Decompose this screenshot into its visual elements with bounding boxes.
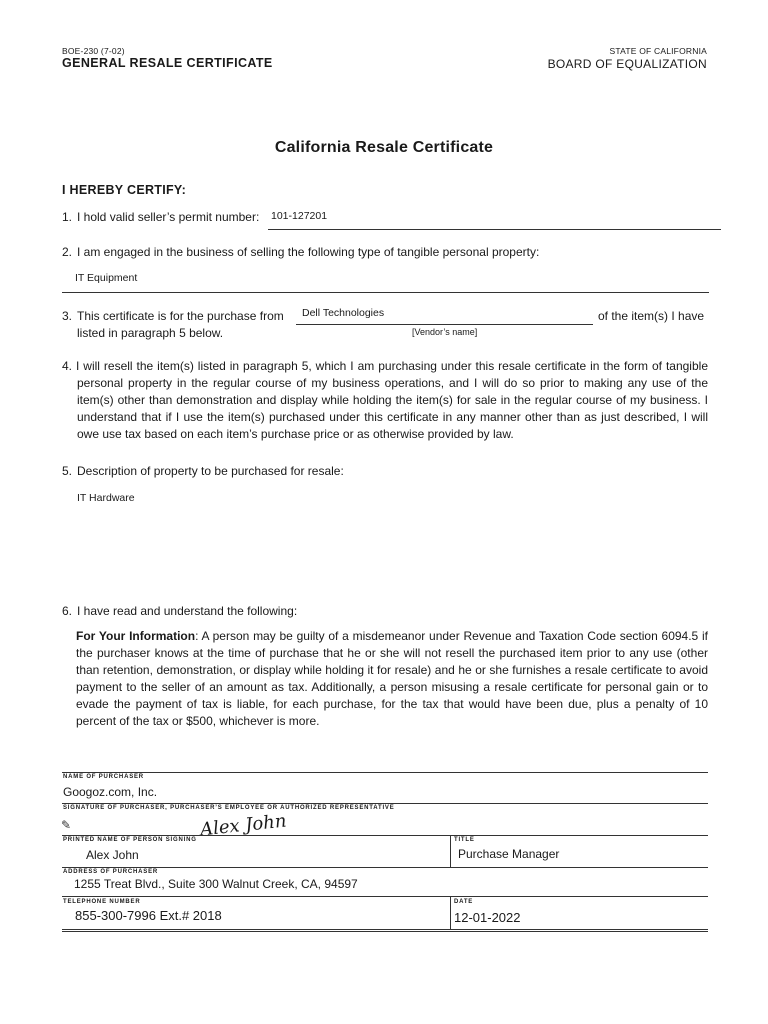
item-3-text-before: This certificate is for the purchase from xyxy=(77,309,284,323)
item-5-number: 5. xyxy=(62,464,73,478)
item-1-text: I hold valid seller’s permit number: xyxy=(77,210,260,224)
info-paragraph xyxy=(76,628,708,730)
name-of-purchaser-label: NAME OF PURCHASER xyxy=(63,774,144,780)
address-value[interactable]: 1255 Treat Blvd., Suite 300 Walnut Creek, CA, 94597 xyxy=(74,877,358,891)
permit-number-value[interactable]: 101-127201 xyxy=(271,210,328,222)
row-line-4 xyxy=(62,896,708,897)
telephone-label: TELEPHONE NUMBER xyxy=(63,899,141,905)
form-name: GENERAL RESALE CERTIFICATE xyxy=(62,56,273,70)
table-top-line xyxy=(62,772,708,773)
signature-label: SIGNATURE OF PURCHASER, PURCHASER’S EMPLOYEE OR AUTHORIZED REPRESENTATIVE xyxy=(63,805,395,811)
item-1-number: 1. xyxy=(62,210,73,224)
date-divider xyxy=(450,896,451,930)
item-5-text: Description of property to be purchased for resale: xyxy=(77,464,344,478)
title-divider xyxy=(450,835,451,867)
board-label: BOARD OF EQUALIZATION xyxy=(547,57,707,71)
printed-name-value[interactable]: Alex John xyxy=(86,848,139,862)
printed-name-label: PRINTED NAME OF PERSON SIGNING xyxy=(63,837,197,843)
row-line-1 xyxy=(62,803,708,804)
item-6-text: I have read and understand the following: xyxy=(77,604,298,618)
item-4-number: 4. xyxy=(62,359,73,373)
permit-number-line xyxy=(268,229,721,230)
telephone-value[interactable]: 855-300-7996 Ext.# 2018 xyxy=(75,908,222,923)
item-6-number: 6. xyxy=(62,604,73,618)
address-label: ADDRESS OF PURCHASER xyxy=(63,869,159,875)
table-bottom-line xyxy=(62,929,708,932)
description-value[interactable]: IT Hardware xyxy=(77,492,135,504)
form-number: BOE-230 (7-02) xyxy=(62,46,125,56)
row-line-2 xyxy=(62,835,708,836)
certify-heading: I HEREBY CERTIFY: xyxy=(62,183,187,197)
title-value[interactable]: Purchase Manager xyxy=(458,847,560,861)
state-label: STATE OF CALIFORNIA xyxy=(609,46,707,56)
date-value[interactable]: 12-01-2022 xyxy=(454,910,521,925)
name-of-purchaser-value[interactable]: Googoz.com, Inc. xyxy=(63,785,158,799)
info-label: For Your Information xyxy=(76,629,196,643)
vendor-caption: [Vendor’s name] xyxy=(412,327,478,337)
property-type-value[interactable]: IT Equipment xyxy=(75,272,138,284)
item-4-paragraph xyxy=(62,358,708,443)
item-4-text: I will resell the item(s) listed in paragraph 5, which I am purchasing under this resale certificate in the form of tangible personal property in the regular course of my business operations, and I will do so prior to making any use of the item(s) other than demonstration and display while holding the item(s) for sale in the regular course of my business. I understand that if I use the item(s) purchased under this certificate in any manner other than as just described, I will owe use tax based on each item’s purchase price or as otherwise provided by law. xyxy=(75,359,708,441)
item-3-number: 3. xyxy=(62,309,73,323)
row-line-3 xyxy=(62,867,708,868)
title-label: TITLE xyxy=(454,837,475,843)
item-3-text-line2: listed in paragraph 5 below. xyxy=(77,326,224,340)
vendor-name-line xyxy=(296,324,593,325)
vendor-name-value[interactable]: Dell Technologies xyxy=(302,307,385,319)
info-text: : A person may be guilty of a misdemeanor under Revenue and Taxation Code section 6094.5 if the purchaser knows at the time of purchase that he or she will not resell the purchased item prior to any use (other than retention, demonstration, or display while holding it for resale) and he or she furnishes a resale certificate to avoid payment to the seller of an amount as tax. Additionally, a person misusing a resale certificate for personal gain or to evade the payment of tax is liable, for each purchase, for the tax that would have been due, plus a penalty of 10 percent of the tax or $500, whichever is more. xyxy=(76,629,708,728)
page-title: California Resale Certificate xyxy=(274,139,494,156)
property-type-line xyxy=(62,292,709,293)
date-label: DATE xyxy=(454,899,474,905)
pen-icon: ✎ xyxy=(61,818,72,832)
item-3-text-after: of the item(s) I have xyxy=(598,309,705,323)
item-2-text: I am engaged in the business of selling the following type of tangible personal property: xyxy=(77,245,540,259)
signature-value[interactable]: Alex John xyxy=(199,810,288,841)
item-2-number: 2. xyxy=(62,245,73,259)
